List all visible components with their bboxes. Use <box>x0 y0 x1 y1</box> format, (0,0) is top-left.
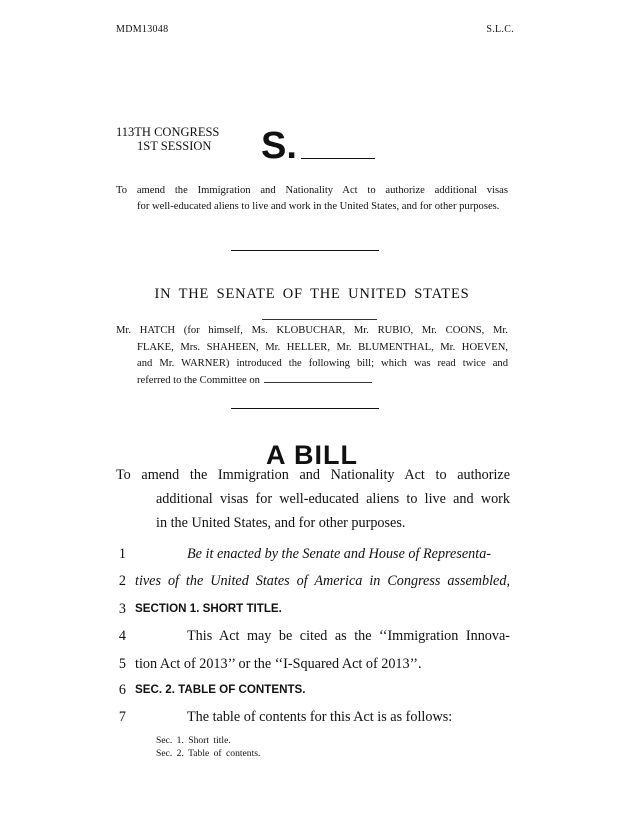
congress-number: 113TH CONGRESS <box>116 125 220 139</box>
committee-blank <box>264 382 372 383</box>
bill-line <box>0 652 638 676</box>
section-text: tion Act of 2013’’ or the ‘‘I-Squared Act of 2013’’. <box>135 656 422 672</box>
line-number: 2 <box>118 573 126 589</box>
session-label: 1ST SESSION <box>137 139 212 153</box>
bill-title: A BILL <box>266 440 358 470</box>
bill-line <box>0 569 638 593</box>
section-heading: SEC. 2. TABLE OF CONTENTS. <box>135 683 306 696</box>
toc-entry: Sec. 2. Table of contents. <box>156 747 261 759</box>
bill-number-blank <box>301 158 375 159</box>
short-purpose-rest: for well-educated aliens to live and work in the United States, and for other purposes. <box>137 200 500 212</box>
document-id: MDM13048 <box>116 24 169 35</box>
bill-line <box>0 597 638 621</box>
short-purpose-line: To amend the Immigration and Nationality Act to authorize additional visas <box>116 185 508 196</box>
chamber-heading: IN THE SENATE OF THE UNITED STATES <box>154 286 470 302</box>
line-number: 3 <box>118 601 126 617</box>
bill-line <box>0 542 638 566</box>
bill-line <box>0 624 638 648</box>
bill-designation: S. <box>261 125 297 167</box>
long-purpose-line: in the United States, and for other purposes. <box>156 515 406 531</box>
committee-referral-text: referred to the Committee on <box>137 374 260 386</box>
sponsors-line: Mr. HATCH (for himself, Ms. KLOBUCHAR, Mr. RUBIO, Mr. COONS, Mr. <box>116 325 508 336</box>
introduction-paragraph <box>116 323 508 389</box>
section-heading: SECTION 1. SHORT TITLE. <box>135 602 282 615</box>
divider-rule <box>231 408 379 409</box>
toc-entry: Sec. 1. Short title. <box>156 735 231 746</box>
sponsors-line: and Mr. WARNER) introduced the following bill; which was read twice and <box>137 358 508 369</box>
section-text: This Act may be cited as the ‘‘Immigration Innova- <box>187 628 510 644</box>
committee-referral <box>116 373 508 390</box>
divider-rule <box>231 250 379 251</box>
bill-line <box>0 678 638 702</box>
sponsors-line: FLAKE, Mrs. SHAHEEN, Mr. HELLER, Mr. BLUMENTHAL, Mr. HOEVEN, <box>137 341 508 353</box>
line-number: 7 <box>118 709 126 725</box>
long-purpose <box>116 463 510 535</box>
line-number: 4 <box>118 628 126 644</box>
slc-label: S.L.C. <box>486 24 514 35</box>
divider-thin <box>262 319 377 320</box>
short-purpose <box>116 183 508 214</box>
section-text: The table of contents for this Act is as follows: <box>187 709 453 725</box>
line-number: 6 <box>118 682 126 698</box>
line-number: 5 <box>118 656 126 672</box>
bill-line <box>0 705 638 729</box>
enacting-clause: tives of the United States of America in Congress assembled, <box>135 573 510 589</box>
table-of-contents <box>156 735 260 760</box>
long-purpose-line: To amend the Immigration and Nationality Act to authorize <box>116 467 510 483</box>
long-purpose-line: additional visas for well-educated aliens to live and work <box>156 491 510 507</box>
line-number: 1 <box>118 546 126 562</box>
enacting-clause: Be it enacted by the Senate and House of Representa- <box>187 546 492 562</box>
